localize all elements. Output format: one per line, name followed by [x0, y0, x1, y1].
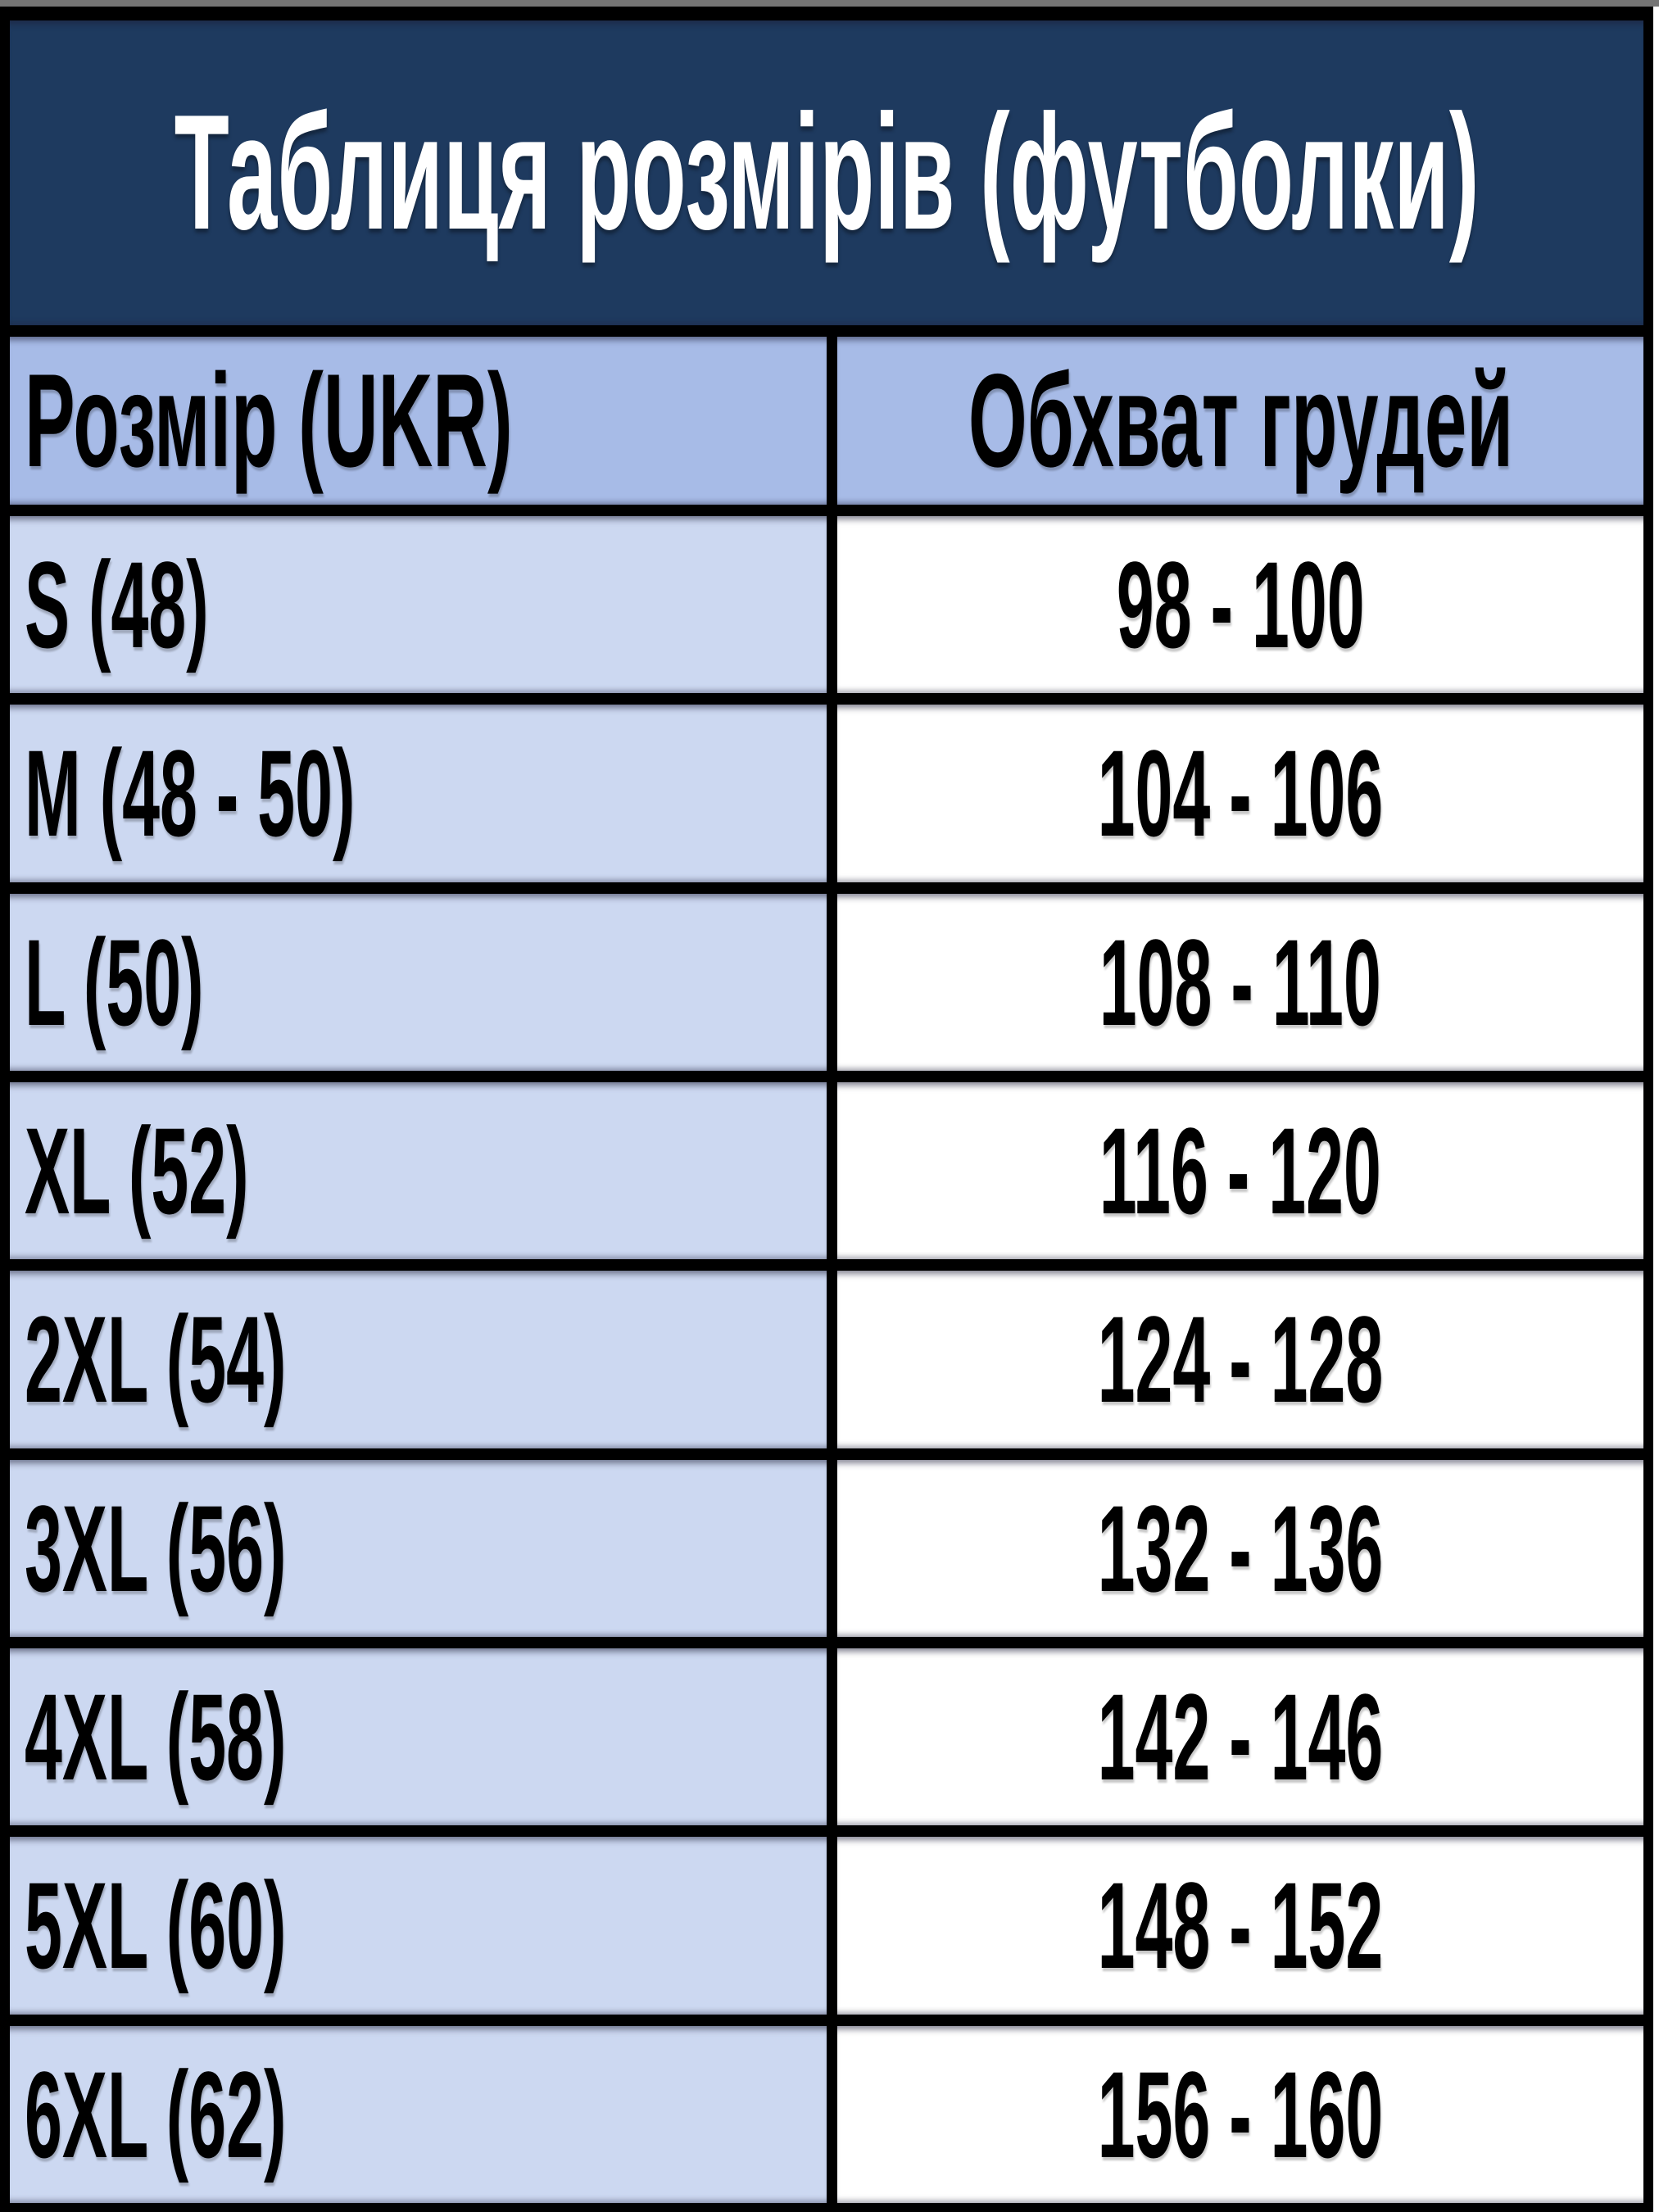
chest-cell: [837, 894, 1643, 1071]
chest-cell: [837, 1271, 1643, 1448]
chest-cell: [837, 1648, 1643, 1825]
chest-cell: [837, 705, 1643, 882]
chest-cell: [837, 1082, 1643, 1259]
size-cell-text: M (48 - 50): [25, 724, 356, 863]
size-cell-text: L (50): [25, 913, 204, 1051]
chest-cell-text: 98 - 100: [1116, 536, 1365, 674]
header-chest-cell: [837, 337, 1643, 505]
table-row: [10, 516, 1643, 693]
top-edge-strip: [0, 0, 1659, 7]
table-row: [10, 1082, 1643, 1259]
chest-cell-text: 124 - 128: [1097, 1290, 1384, 1429]
chest-cell-text: 132 - 136: [1097, 1479, 1384, 1617]
chest-cell: [837, 516, 1643, 693]
size-cell-text: S (48): [25, 536, 209, 674]
table-title: Таблиця розмірів (футболки): [174, 81, 1480, 264]
header-size-cell: [10, 337, 827, 505]
size-cell: [10, 1082, 827, 1259]
size-cell: [10, 2026, 827, 2203]
size-table: [0, 7, 1653, 2212]
right-edge-strip: [1653, 7, 1659, 2212]
chest-cell: [837, 1460, 1643, 1637]
table-row: [10, 1837, 1643, 2014]
chest-cell-text: 104 - 106: [1097, 724, 1384, 863]
chest-cell: [837, 1837, 1643, 2014]
table-row: [10, 705, 1643, 882]
size-cell-text: 5XL (60): [25, 1856, 287, 1995]
size-cell-text: 3XL (56): [25, 1479, 287, 1617]
chest-cell-text: 116 - 120: [1099, 1102, 1382, 1240]
table-row: [10, 1648, 1643, 1825]
size-cell: [10, 1648, 827, 1825]
table-row: [10, 1271, 1643, 1448]
chest-cell-text: 108 - 110: [1099, 913, 1382, 1051]
table-title-band: [10, 20, 1643, 325]
table-row: [10, 2026, 1643, 2203]
chest-cell-text: 142 - 146: [1097, 1668, 1384, 1806]
size-cell-text: 2XL (54): [25, 1290, 287, 1429]
table-row: [10, 1460, 1643, 1637]
size-cell: [10, 516, 827, 693]
table-body: [10, 516, 1643, 2203]
size-cell: [10, 1460, 827, 1637]
header-size-label: Розмір (UKR): [25, 346, 513, 495]
table-row: [10, 894, 1643, 1071]
size-cell: [10, 705, 827, 882]
size-cell-text: 4XL (58): [25, 1668, 287, 1806]
chest-cell: [837, 2026, 1643, 2203]
size-cell-text: XL (52): [25, 1102, 249, 1240]
size-cell-text: 6XL (62): [25, 2045, 287, 2183]
chest-cell-text: 156 - 160: [1097, 2045, 1384, 2183]
size-cell: [10, 1837, 827, 2014]
size-cell: [10, 894, 827, 1071]
size-cell: [10, 1271, 827, 1448]
header-chest-label: Обхват грудей: [968, 346, 1513, 495]
chest-cell-text: 148 - 152: [1097, 1856, 1384, 1995]
table-header-row: [10, 337, 1643, 505]
